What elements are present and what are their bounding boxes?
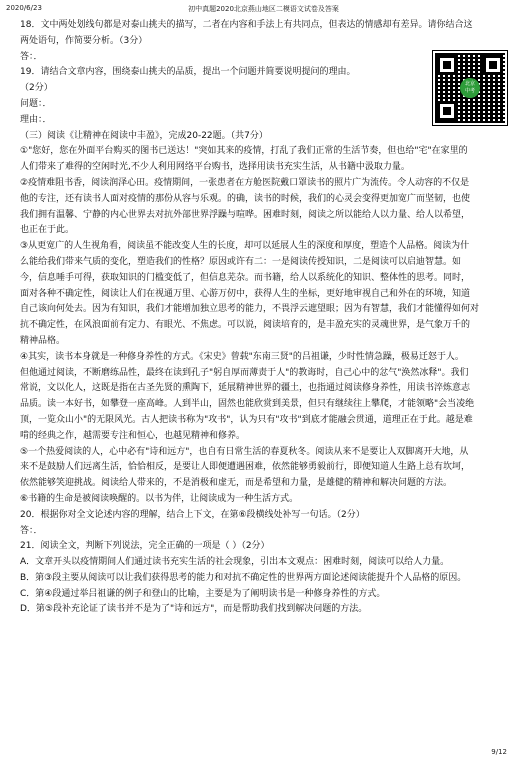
text-line: A．文章开头以疫情期间人们通过读书充实生活的社会现象，引出本文观点：困难时刻，阅读可以给人力量。	[20, 557, 450, 568]
text-line: 面对各种不确定性，阅读让人们在视通万里、心游万仞中，获得人生的坐标，更好地审视自己和外在的环境，知道	[20, 288, 471, 299]
qr-finder-icon	[483, 55, 503, 75]
text-line: 顶，一览众山小"的无限风光。古人把读书称为"攻书"，认为只有"攻书"到底才能融会贯通，道理正在于此。越是难	[20, 414, 473, 425]
text-line: 啃的经典之作，越需要专注和恒心，也越见精神和修养。	[20, 430, 246, 441]
text-line: 依然能够笑迎挑战。阅读给人带来的，不是消极和虚无，而是希望和力量，是雄健的精神和解决问题的方法。	[20, 478, 453, 489]
qr-badge-logo: 北京 中考	[460, 78, 480, 98]
text-line: 21．阅读全文，判断下列说法，完全正确的一项是（ ）（2分）	[20, 541, 270, 552]
header-date: 2020/6/23	[6, 4, 42, 12]
text-line: 品质。读一本好书，如攀登一座高峰。人到半山，固然也能欣赏到美景，但只有继续往上攀爬，才能领略"会当凌绝	[20, 399, 475, 410]
text-line: 两处语句，作简要分析。（3分）	[20, 35, 148, 46]
text-line: 也正在于此。	[20, 225, 75, 236]
text-line: ②疫情难阻书香，阅读润泽心田。疫情期间，一张患者在方舱医院戴口罩读书的照片广为流传。令人动容的不仅是	[20, 177, 470, 188]
text-line: 理由：．	[20, 114, 52, 125]
document-body	[20, 18, 507, 618]
text-line: 常说，文以化人，这既是指在古圣先贤的熏陶下，延展精神世界的疆土，也指通过阅读修身养性，用读书淬炼意志	[20, 383, 471, 394]
text-line: ⑥书籍的生命是被阅读唤醒的。以书为伴，让阅读成为一种生活方式。	[20, 493, 299, 504]
page-number: 9/12	[491, 748, 507, 756]
qr-code-image	[433, 51, 507, 125]
text-line: 来不是鼓励人们远离生活，恰恰相反，是要让人即便遭遇困难，依然能够勇毅前行，即便知道人生路上总有坎坷，	[20, 462, 471, 473]
text-line: 但他通过阅读，不断磨练品性，最终在读到孔子"躬自厚而薄责于人"的教诲时，自己心中的忿气"涣然冰释"。我们	[20, 367, 469, 378]
text-line: 自己该向何处去。因为有知识，我们才能增加独立思考的能力，不畏浮云遮望眼；因为有智慧，我们才能懂得如何对	[20, 304, 480, 315]
text-line: 抗不确定性，在风浪面前有定力、有眼光、不焦虑。可以说，阅读培育的，是丰盈充实的灵魂世界，是气象万千的	[20, 320, 471, 331]
text-line: 18．文中两处划线句都是对泰山挑夫的描写，二者在内容和手法上有共同点，但表达的情感却有差异。请你结合这	[20, 20, 473, 30]
text-line: 19．请结合文章内容，围绕泰山挑夫的品质，提出一个问题并简要说明提问的理由。	[20, 67, 356, 78]
text-line: D．第⑤段补充论证了读书并不是为了"诗和远方"，而是帮助我们找到解决问题的方法。	[20, 604, 368, 615]
text-line: ①"您好，您在外面平台购买的图书已送达！"突如其来的疫情，打乱了我们正常的生活节奏，但也给"宅"在家里的	[20, 146, 468, 157]
text-line: 20．根据你对全文论述内容的理解，结合上下文，在第⑥段横线处补写一句话。（2分）	[20, 509, 365, 520]
text-line: 今，信息唾手可得，获取知识的门槛变低了，但信息芜杂。而书籍，给人以系统化的知识、整体性的思考。同时，	[20, 272, 471, 283]
text-line: 问题：．	[20, 98, 52, 109]
text-line: 精神品格。	[20, 335, 66, 346]
page-header	[0, 3, 527, 15]
text-line: 人们带来了难得的空闲时光,不少人利用网络平台购书，选择用读书充实生活，从书籍中汲取力量。	[20, 162, 410, 173]
text-line: ③从更宽广的人生视角看，阅读虽不能改变人生的长度，却可以延展人生的深度和厚度，塑造个人品格。阅读为什	[20, 241, 470, 252]
text-line: 我们拥有温馨、宁静的内心世界去对抗外部世界浮躁与喧哗。困难时刻，阅读之所以能给人以力量、给人以希望，	[20, 209, 471, 220]
text-line: 么能给我们带来气质的变化，塑造我们的性格？原因或许有二：一是阅读传授知识，二是阅读可以启迪智慧。如	[20, 256, 462, 267]
text-line: 他的专注，还有读书人面对疫情的那份从容与乐观。的确，读书的时候，我们的心灵会变得更加宽广而坚韧，也使	[20, 193, 471, 204]
header-title: 初中真题2020北京燕山地区二模语文试卷及答案	[188, 5, 339, 13]
text-line: （2分）	[20, 83, 53, 94]
text-line: C．第④段通过举吕祖谦的例子和登山的比喻，主要是为了阐明读书是一种修身养性的方式。	[20, 588, 386, 599]
text-line: ④其实，读书本身就是一种修身养性的方式。《宋史》曾载"东南三贤"的吕祖谦，少时性情急躁，极易迁怒于人。	[20, 351, 464, 362]
qr-finder-icon	[437, 55, 457, 75]
text-line: B．第③段主要从阅读可以让我们获得思考的能力和对抗不确定性的世界两方面论述阅读能提升个人品格的原因。	[20, 572, 467, 583]
qr-finder-icon	[437, 101, 457, 121]
text-line: 答：．	[20, 51, 43, 62]
text-line: 答：．	[20, 525, 43, 536]
text-line: （三）阅读《让精神在阅读中丰盈》，完成20-22题。（共7分）	[20, 130, 268, 141]
text-line: ⑤一个热爱阅读的人，心中必有"诗和远方"，也自有日常生活的春夏秋冬。阅读从来不是要让人双脚离开大地，从	[20, 446, 469, 457]
